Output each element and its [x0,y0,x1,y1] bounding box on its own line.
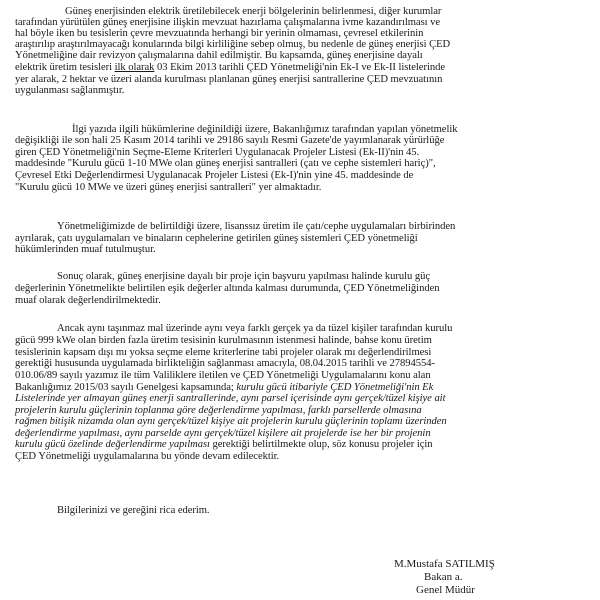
paragraph-5-line [15,358,435,370]
text-run: tesislerinin kapsam dışı mı yoksa seçme eleme kriterlerine tabi projeler olarak mı değerlendirilmesi [15,347,432,358]
text-run: gerektiği belirtilmekte olup, söz konusu projeler için [209,439,433,450]
paragraph-4-line [57,271,430,283]
text-run: İlgi yazıda ilgili hükümlerine değinildiği üzere, Bakanlığımız tarafından yapılan yönetmelik [72,124,458,135]
paragraph-2-line [15,182,321,194]
italic-text: rağmen bitişik nizamda olan aynı gerçek/tüzel kişiye ait projelerin kurulu güçlerinin toplamı üzerinden [15,416,447,427]
text-run: giren ÇED Yönetmeliği'nin Seçme-Eleme Kriterleri Uygulanacak Projeler Listesi (Ek-II)'nin 45. [15,147,420,158]
paragraph-5-line [15,335,432,347]
text-run: Yönetmeliğimizde de belirtildiği üzere, lisanssız üretim ile çatı/cephe uygulamaları birbirinden [57,221,456,232]
paragraph-5-line [57,323,452,335]
text-run: gücü 999 kWe olan birden fazla üretim tesisinin kurulmasının istenmesi halinde, bahse konu üretim [15,335,432,346]
paragraph-3-line [15,244,156,256]
text-run: Çevresel Etki Değerlendirmesi Uygulanacak Projeler Listesi (Ek-I)'nin yine 45. maddesinde de [15,170,414,181]
paragraph-1-line [15,62,445,74]
italic-text: projelerin kurulu güçlerinin toplanma göre değerlendirme yapılması, farklı parsellerde olmasına [15,405,422,416]
text-run: hükümlerinden muaf tutulmuştur. [15,244,156,255]
text-run: Yönetmeliğine dair revizyon çalışmalarına dahil edilmiştir. Bu kapsamda, güneş enerjisine dayalı [15,50,423,61]
paragraph-3-line [57,221,455,233]
signatory-title-line-1: Bakan a. [424,571,463,583]
paragraph-5-line [15,370,431,382]
italic-text: değerlendirme yapılması, aynı parselde aynı gerçek/tüzel kişilere ait projelerde ise her bir projenin [15,428,431,439]
text-run: muaf olarak değerlendirilmektedir. [15,295,161,306]
signatory-name: M.Mustafa SATILMIŞ [394,558,495,570]
underlined-text: ilk olarak [114,62,155,73]
paragraph-4-line [15,295,161,307]
paragraph-6-line [57,505,210,517]
italic-text: Listelerinde yer almayan güneş enerji santrallerinde, aynı parsel içerisinde aynı gerçek/tüzel kişiye ait [15,393,446,404]
text-run: ayrılarak, çatı uygulamaları ve binaların cephelerine getirilen güneş sistemleri ÇED yönetmeliği [15,233,418,244]
paragraph-5-line [15,451,279,463]
text-run: Ancak aynı taşınmaz mal üzerinde aynı veya farklı gerçek ya da tüzel kişiler tarafından kurulu [57,323,453,334]
text-run: tarafından yürütülen güneş enerjisine ilişkin mevzuat hazırlama çalışmalarına ivme kazandırılması ve [15,17,441,28]
paragraph-4-line [15,283,439,295]
text-run: Bilgilerinizi ve gereğini rica ederim. [57,505,210,516]
text-run: ÇED Yönetmeliği uygulamalarına bu yönde devam edilecektir. [15,451,280,462]
paragraph-1-line [15,50,423,62]
text-run: Bakanlığımız 2015/03 sayılı Genelgesi kapsamında; [15,382,237,393]
text-run: 03 Ekim 2013 tarihli ÇED Yönetmeliği'nin Ek-I ve Ek-II listelerinde [154,62,445,73]
paragraph-2-line [15,170,413,182]
text-run: maddesinde "Kurulu gücü 1-10 MWe olan güneş enerjisi santralleri (çatı ve cephe sistemleri hariç)", [15,158,436,169]
paragraph-5-line [15,416,447,428]
text-run: gerektiği hususunda uygulamada birlikteliğin sağlanması amacıyla, 08.04.2015 tarihli ve 27894554- [15,358,435,369]
paragraph-2-line [15,158,436,170]
text-run: 010.06/89 sayılı yazımız ile tüm Valiliklere iletilen ve ÇED Yönetmeliği Uygulamalarını konu alan [15,370,431,381]
text-run: elektrik üretim tesisleri [15,62,115,73]
text-run: hal böyle iken bu tesislerin çevre mevzuatında herhangi bir yerinin olmaması, çevresel etkilerinin [15,28,424,39]
text-run: uygulanması sağlanmıştır. [15,85,125,96]
paragraph-2-line [15,135,444,147]
paragraph-5-line [15,439,433,451]
text-run: değerlerinin Yönetmelikte belirtilen eşik değerler altında kalması durumunda, ÇED Yönetmeliğinden [15,283,440,294]
italic-text: kurulu gücü özelinde değerlendirme yapılması [15,439,210,450]
text-run: değişikliği ile son hali 25 Kasım 2014 tarihli ve 29186 sayılı Resmi Gazete'de yayımlanarak yürürlüğe [15,135,445,146]
signatory-title-line-2: Genel Müdür [416,584,475,596]
paragraph-5-line [15,393,445,405]
text-run: yer alarak, 2 hektar ve üzeri alanda kurulması planlanan güneş enerjisi santrallerine ÇED mevzuatının [15,74,443,85]
text-run: "Kurulu gücü 10 MWe ve üzeri güneş enerjisi santralleri" yer almaktadır. [15,182,322,193]
text-run: Güneş enerjisinden elektrik üretilebilecek enerji bölgelerinin belirlenmesi, diğer kurumlar [65,6,442,17]
paragraph-1-line [15,85,124,97]
italic-text: kurulu gücü itibariyle ÇED Yönetmeliği'nin Ek [236,382,434,393]
text-run: Sonuç olarak, güneş enerjisine dayalı bir proje için başvuru yapılması halinde kurulu güç [57,271,430,282]
text-run: araştırılıp araştırılmayacağı konularında bilgi kirliliğine sebep olmuş, bu nedenle de güneş enerjisi ÇED [15,39,451,50]
